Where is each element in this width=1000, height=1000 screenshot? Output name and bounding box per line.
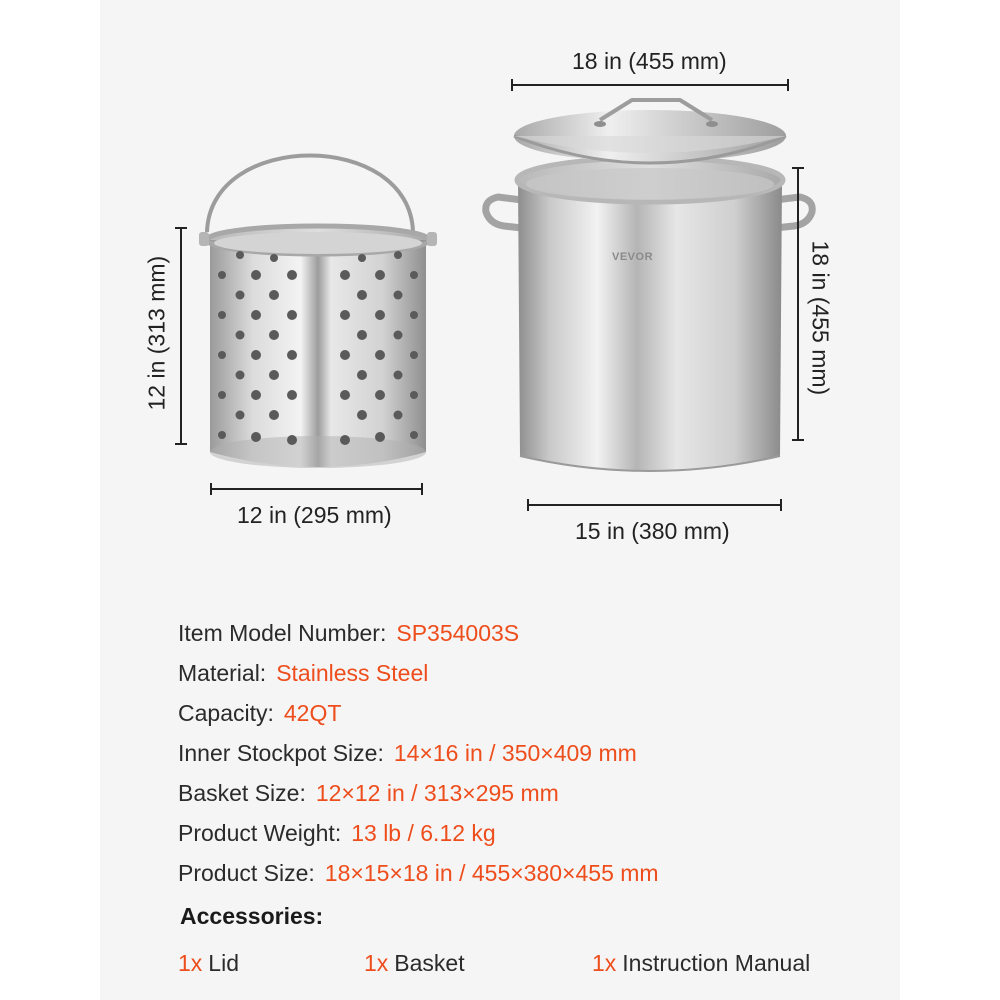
spec-value: 18×15×18 in / 455×380×455 mm [324,860,659,886]
accessory-name: Basket [394,950,465,976]
spec-value: SP354003S [396,620,520,646]
accessories-title: Accessories: [180,903,324,929]
accessory-qty: 1x [364,950,389,976]
accessory-name: Instruction Manual [622,950,811,976]
accessory-qty: 1x [592,950,617,976]
accessory-basket [364,945,465,981]
basket-height-label: 12 in (313 mm) [143,255,170,411]
spec-value: Stainless Steel [276,660,429,686]
accessory-lid [178,945,239,981]
accessory-name: Lid [208,950,239,976]
lid-width-label: 18 in (455 mm) [572,48,727,74]
pot-height-label: 18 in (455 mm) [807,240,834,396]
spec-value: 42QT [283,700,342,726]
accessory-manual [592,945,810,981]
spec-value: 13 lb / 6.12 kg [351,820,496,846]
spec-value: 14×16 in / 350×409 mm [393,740,637,766]
spec-row-inner-size [178,735,637,771]
spec-label: Capacity: [178,700,274,726]
spec-label: Basket Size: [178,780,306,806]
spec-row-model [178,615,519,651]
spec-row-weight [178,815,496,851]
accessory-qty: 1x [178,950,203,976]
stockpot-drawing [486,100,813,471]
spec-label: Product Size: [178,860,315,886]
basket-drawing [199,156,437,469]
spec-label: Item Model Number: [178,620,387,646]
basket-handle [207,156,413,233]
spec-row-basket-size [178,775,559,811]
spec-row-material [178,655,428,691]
spec-label: Material: [178,660,267,686]
spec-value: 12×12 in / 313×295 mm [315,780,559,806]
spec-label: Product Weight: [178,820,342,846]
spec-row-capacity [178,695,341,731]
spec-row-product-size [178,855,659,891]
pot-width-label: 15 in (380 mm) [575,518,730,544]
brand-logo: VEVOR [612,251,654,263]
basket-width-label: 12 in (295 mm) [237,502,392,528]
spec-label: Inner Stockpot Size: [178,740,384,766]
